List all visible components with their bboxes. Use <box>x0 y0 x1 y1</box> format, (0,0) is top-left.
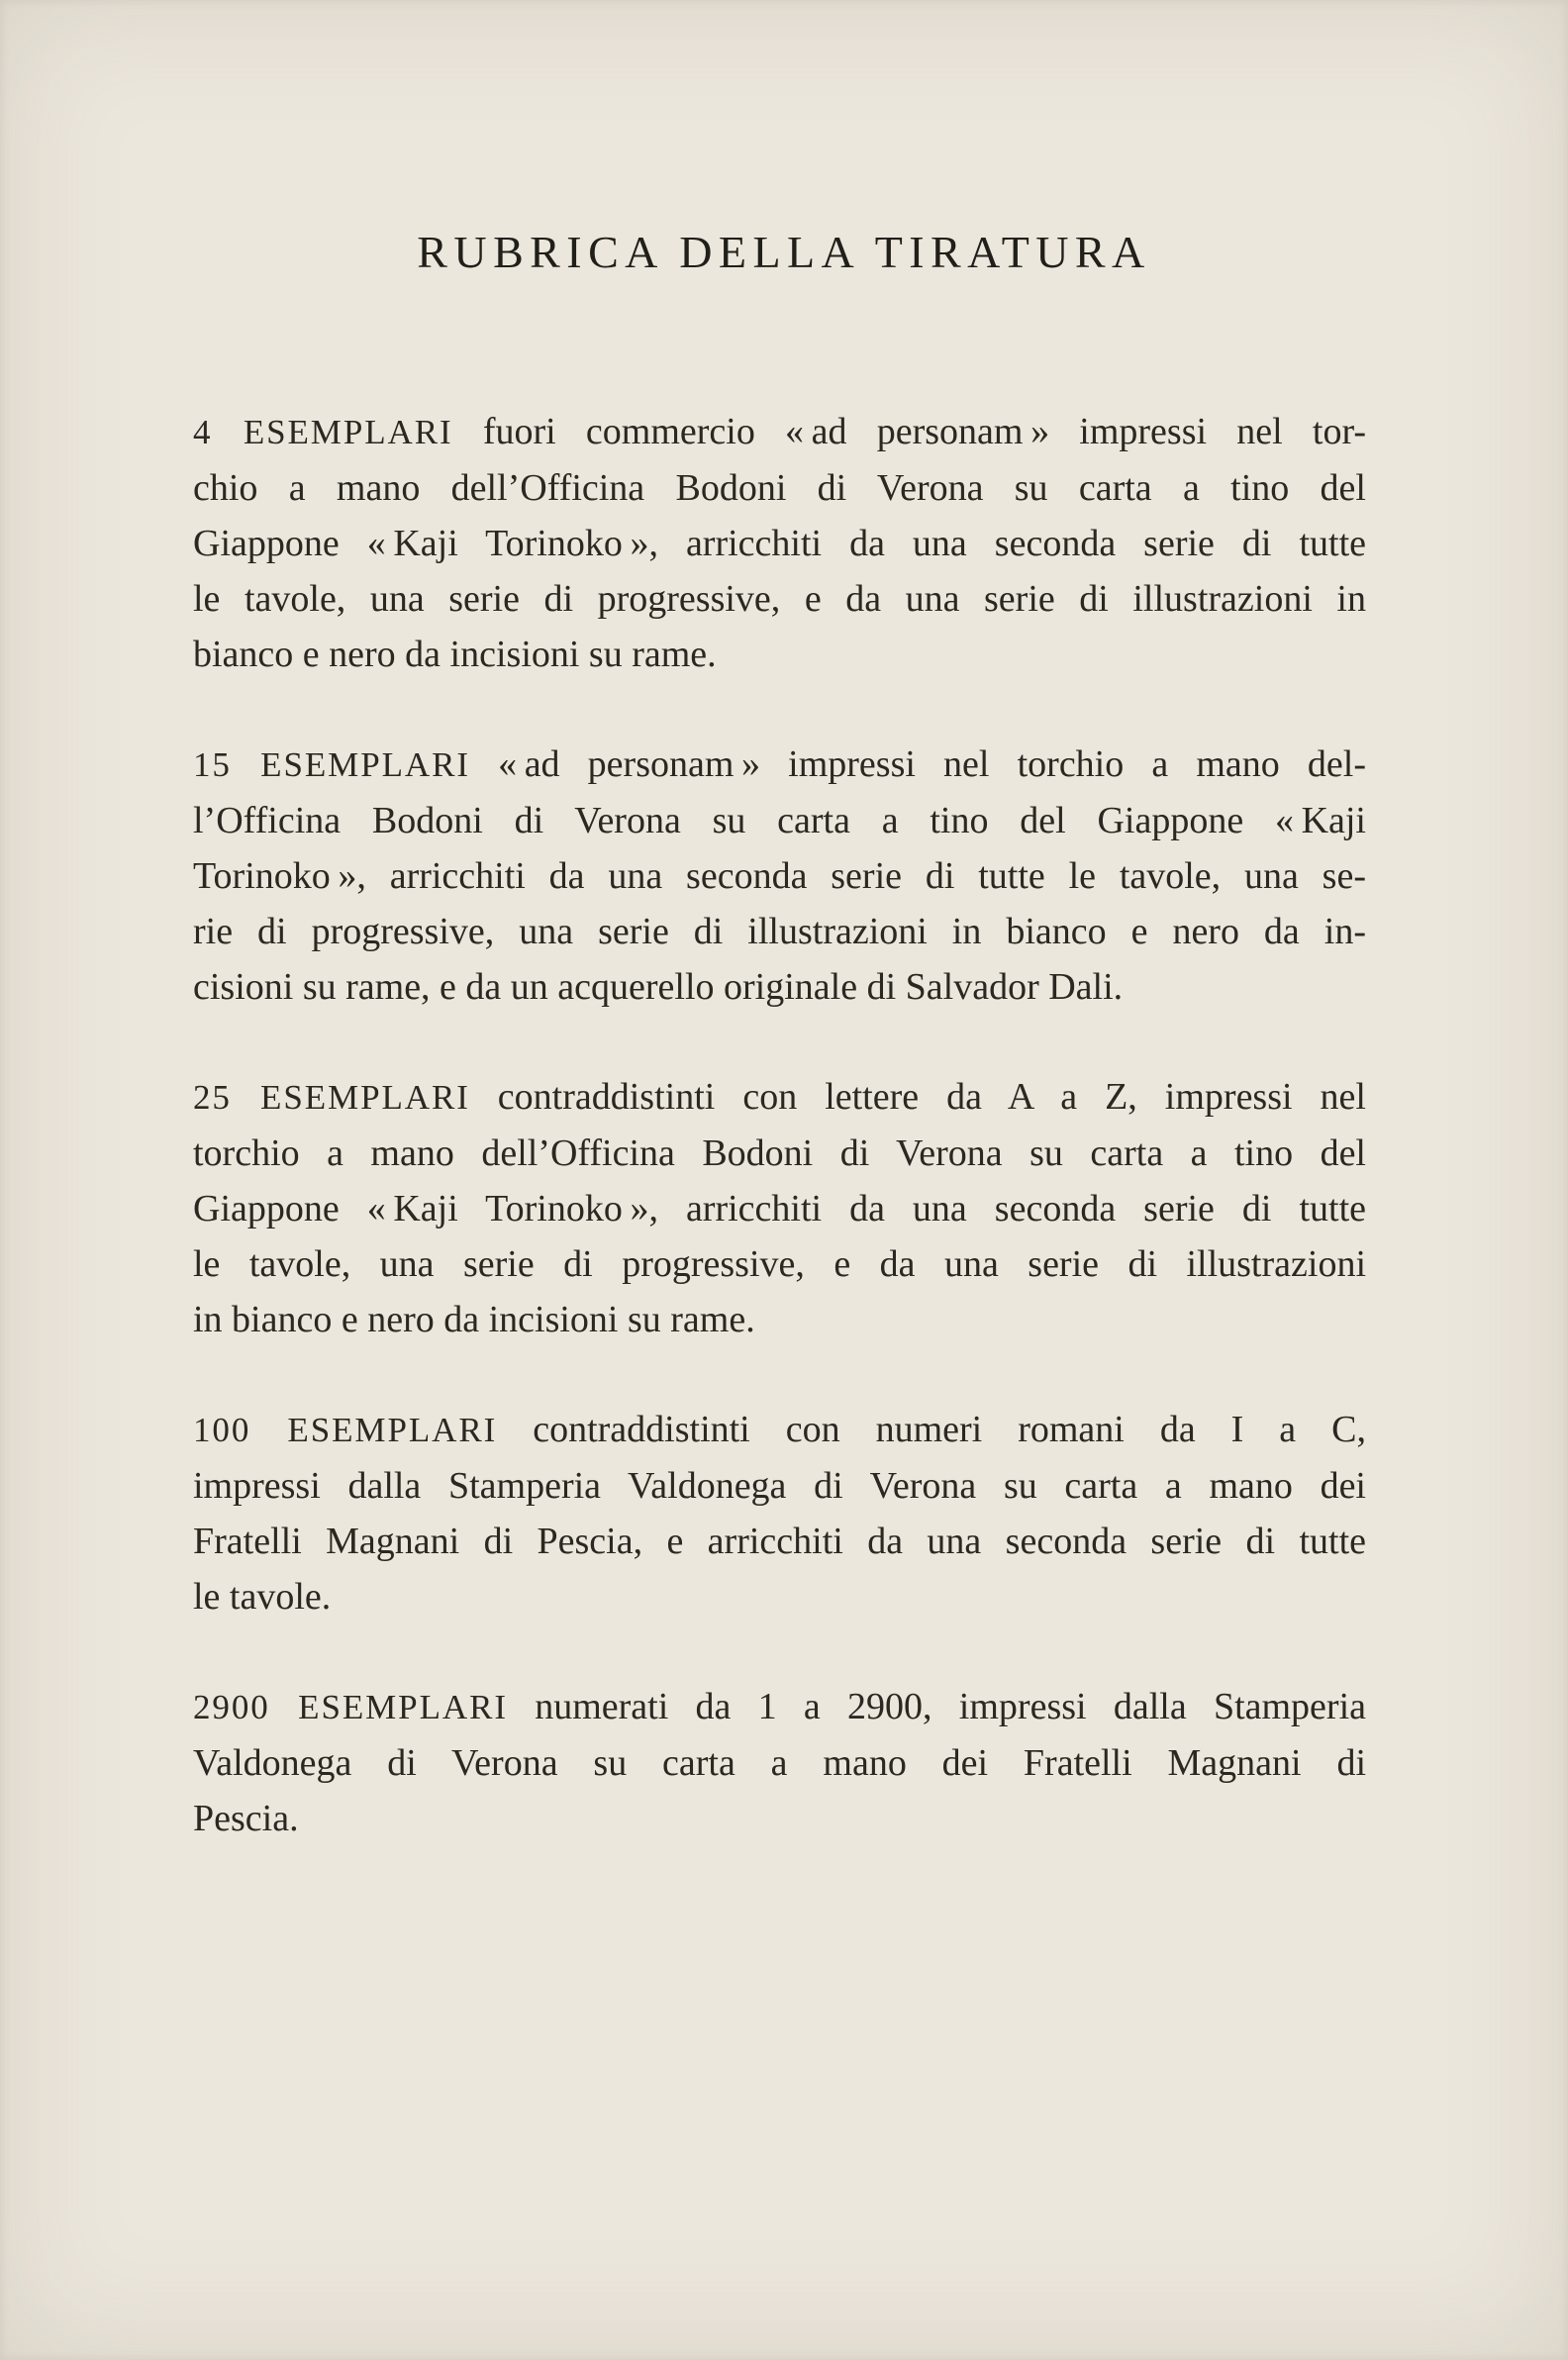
paragraph-line: bianco e nero da incisioni su rame. <box>193 634 717 675</box>
paragraph-line <box>193 1679 1366 1735</box>
edition-count: 100 ESEMPLARI <box>193 1411 498 1449</box>
paragraph-line-text: numerati da 1 a 2900, impressi dalla Stamperia <box>507 1686 1367 1727</box>
paragraph-line: torchio a mano dell’Officina Bodoni di Verona su carta a tino del <box>193 1132 1366 1174</box>
paragraph-line: cisioni su rame, e da un acquerello originale di Salvador Dali. <box>193 966 1124 1008</box>
paragraph-line: in bianco e nero da incisioni su rame. <box>193 1299 755 1340</box>
edition-count: 4 ESEMPLARI <box>193 413 453 451</box>
paragraph-line <box>193 1402 1366 1458</box>
colophon-paragraph-15-esemplari <box>193 737 1366 1015</box>
paragraph-line-text: contraddistinti con lettere da A a Z, impressi nel <box>469 1076 1366 1118</box>
edition-count: 2900 ESEMPLARI <box>193 1688 508 1726</box>
paragraph-line: Giappone « Kaji Torinoko », arricchiti da una seconda serie di tutte <box>193 523 1366 564</box>
colophon-paragraph-2900-esemplari <box>193 1679 1366 1846</box>
paragraph-line: le tavole, una serie di progressive, e da una serie di illustrazioni in <box>193 578 1366 620</box>
paragraph-line-text: « ad personam » impressi nel torchio a mano del- <box>469 743 1366 785</box>
paragraph-line-text: contraddistinti con numeri romani da I a C, <box>497 1409 1366 1450</box>
edition-count: 25 ESEMPLARI <box>193 1078 470 1117</box>
paragraph-line: Giappone « Kaji Torinoko », arricchiti da una seconda serie di tutte <box>193 1188 1366 1229</box>
paragraph-line: impressi dalla Stamperia Valdonega di Verona su carta a mano dei <box>193 1465 1366 1507</box>
page-title: RUBRICA DELLA TIRATURA <box>417 227 1151 277</box>
edition-count: 15 ESEMPLARI <box>193 745 470 784</box>
paragraph-line <box>193 737 1366 793</box>
paragraph-line: le tavole. <box>193 1576 332 1618</box>
colophon-paragraph-25-esemplari <box>193 1069 1366 1347</box>
paragraph-line: le tavole, una serie di progressive, e da una serie di illustrazioni <box>193 1243 1366 1285</box>
paragraph-line: Pescia. <box>193 1798 299 1839</box>
colophon-text-block <box>193 404 1366 1846</box>
paragraph-line-text: fuori commercio « ad personam » impressi nel tor- <box>452 411 1367 452</box>
paragraph-line: rie di progressive, una serie di illustrazioni in bianco e nero da in- <box>193 911 1366 952</box>
paragraph-line: l’Officina Bodoni di Verona su carta a tino del Giappone « Kaji <box>193 800 1366 841</box>
paragraph-line: Fratelli Magnani di Pescia, e arricchiti da una seconda serie di tutte <box>193 1521 1366 1562</box>
paragraph-line: Valdonega di Verona su carta a mano dei Fratelli Magnani di <box>193 1742 1366 1784</box>
paragraph-line <box>193 404 1366 460</box>
paragraph-line: chio a mano dell’Officina Bodoni di Verona su carta a tino del <box>193 467 1366 509</box>
paragraph-line: Torinoko », arricchiti da una seconda serie di tutte le tavole, una se- <box>193 855 1366 897</box>
colophon-paragraph-100-esemplari <box>193 1402 1366 1624</box>
paragraph-line <box>193 1069 1366 1126</box>
colophon-paragraph-4-esemplari <box>193 404 1366 682</box>
